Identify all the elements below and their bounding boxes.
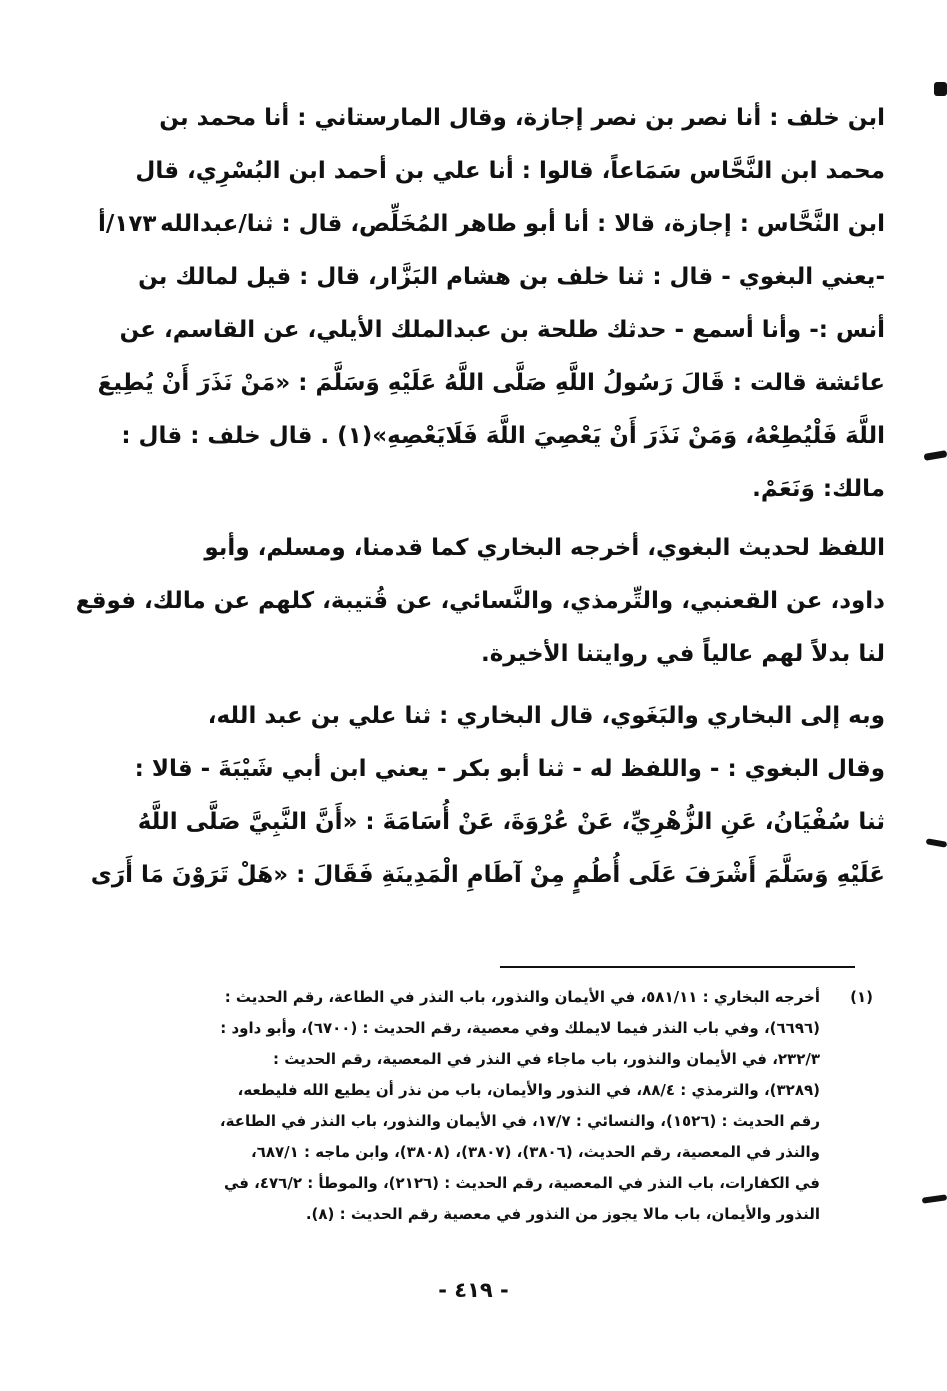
scan-edge-mark	[922, 1194, 947, 1203]
footnote-line: أخرجه البخاري : ٥٨١/١١، في الأيمان والنذور، باب النذر في الطاعة، رقم الحديث :	[224, 988, 820, 1006]
footnote-line: ٢٣٢/٣، في الأيمان والنذور، باب ماجاء في النذر في المعصية، رقم الحديث :	[273, 1050, 820, 1068]
footnote-line: النذور والأيمان، باب مالا يجوز من النذور في معصية رقم الحديث : (٨).	[305, 1205, 820, 1223]
footnote-divider	[500, 966, 855, 968]
footnote-line: والنذر في المعصية، رقم الحديث، (٣٨٠٦)، (٣٨٠٧)، (٣٨٠٨)، وابن ماجه : ٦٨٧/١،	[250, 1143, 820, 1161]
text-line: عَلَيْهِ وَسَلَّمَ أَشْرَفَ عَلَى أُطُمٍ مِنْ آطَامِ الْمَدِينَةِ فَقَالَ : «هَلْ تَرَوْنَ مَا أَرَى	[90, 862, 885, 888]
scan-edge-mark	[924, 450, 947, 461]
text-line: وقال البغوي : - واللفظ له - ثنا أبو بكر - يعني ابن أبي شَيْبَةَ - قالا :	[134, 756, 885, 782]
paragraph-second-hadith	[90, 690, 885, 902]
text-line: -يعني البغوي - قال : ثنا خلف بن هشام البَزَّار، قال : قيل لمالك بن	[138, 264, 885, 290]
text-line: أنس :- وأنا أسمع - حدثك طلحة بن عبدالملك الأيلي، عن القاسم، عن	[119, 317, 885, 343]
text-line: عائشة قالت : قَالَ رَسُولُ اللَّهِ صَلَّى اللَّهُ عَلَيْهِ وَسَلَّمَ : «مَنْ نَذَرَ أَنْ يُطِيعَ	[97, 370, 885, 396]
margin-folio-note: ١٧٣/أ	[98, 211, 157, 237]
text-line: داود، عن القعنبي، والتِّرمذي، والنَّسائي، عن قُتيبة، كلهم عن مالك، فوقع	[75, 588, 885, 614]
footnote-number: (١)	[850, 988, 873, 1006]
text-line: وبه إلى البخاري والبَغَوي، قال البخاري : ثنا علي بن عبد الله،	[207, 703, 885, 729]
scan-edge-mark	[934, 82, 947, 96]
text-line: لنا بدلاً لهم عالياً في روايتنا الأخيرة.	[480, 641, 885, 667]
footnote-text	[185, 982, 820, 1230]
paragraph-takhrij	[75, 522, 885, 681]
footnote-block	[185, 982, 873, 1230]
text-line: مالك: وَنَعَمْ.	[752, 476, 885, 502]
text-line: اللَّهَ فَلْيُطِعْهُ، وَمَنْ نَذَرَ أَنْ يَعْصِيَ اللَّهَ فَلَايَعْصِهِ»(١) . قال خلف : قال :	[121, 423, 885, 449]
text-line: محمد ابن النَّحَّاس سَمَاعاً، قالوا : أنا علي بن أحمد ابن البُسْرِي، قال	[135, 158, 885, 184]
footnote-line: رقم الحديث : (١٥٢٦)، والنسائي : ١٧/٧، في الأيمان والنذور، باب النذر في الطاعة،	[219, 1112, 820, 1130]
text-line: ابن النَّحَّاس : إجازة، قالا : أنا أبو طاهر المُخَلِّص، قال : ثنا/عبدالله	[160, 211, 885, 237]
footnote-line: (٣٢٨٩)، والترمذي : ٨٨/٤، في النذور والأيمان، باب من نذر أن يطيع الله فليطعه،	[237, 1081, 820, 1099]
text-line: ثنا سُفْيَانُ، عَنِ الزُّهْرِيِّ، عَنْ عُرْوَةَ، عَنْ أُسَامَةَ : «أَنَّ النَّبِيَّ صَلَّى اللَّهُ	[137, 809, 885, 835]
footnote-line: في الكفارات، باب النذر في المعصية، رقم الحديث : (٢١٢٦)، والموطأ : ٤٧٦/٢، في	[223, 1174, 820, 1192]
footnote-line: (٦٦٩٦)، وفي باب النذر فيما لايملك وفي معصية، رقم الحديث : (٦٧٠٠)، وأبو داود :	[220, 1019, 820, 1037]
text-line: اللفظ لحديث البغوي، أخرجه البخاري كما قدمنا، ومسلم، وأبو	[204, 535, 885, 561]
text-line: ابن خلف : أنا نصر بن نصر إجازة، وقال المارستاني : أنا محمد بن	[159, 105, 885, 131]
page-number: - ٤١٩ -	[438, 1278, 509, 1302]
scan-edge-mark	[926, 838, 947, 848]
